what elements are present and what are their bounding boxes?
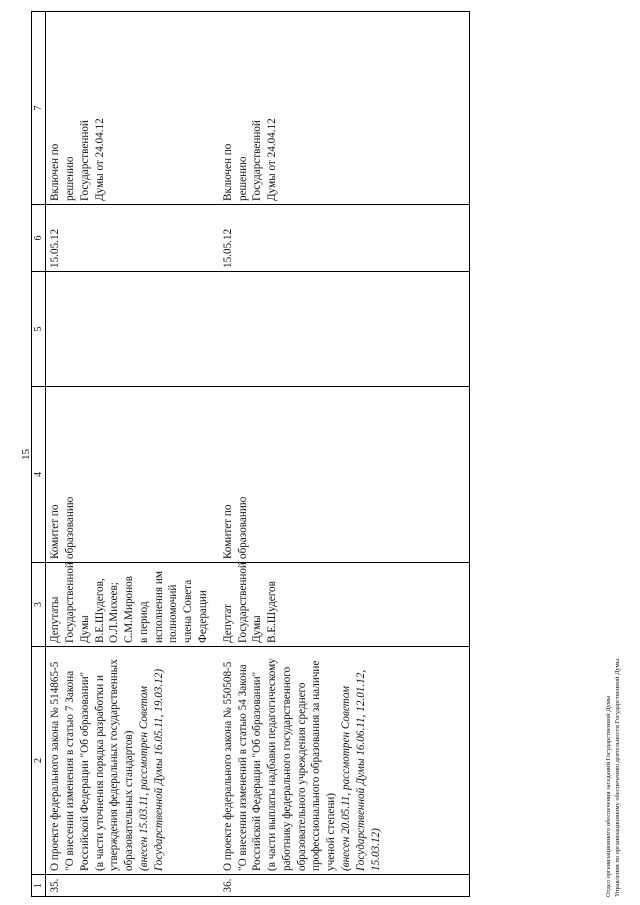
- status-line: Государственной: [251, 120, 264, 201]
- bill-title-line: ученой степени): [325, 792, 338, 871]
- col-header-6: 6: [32, 205, 46, 272]
- committee-line: Комитет по: [221, 504, 234, 559]
- col-header-1: 1: [32, 875, 46, 897]
- table-row: [219, 12, 470, 897]
- authors-cell: [46, 563, 219, 647]
- footer-line-1: Отдел организационного обеспечения заседаний Государственной Думы: [605, 695, 612, 897]
- bill-title-line: утверждения федеральных государственных: [108, 659, 121, 871]
- bill-title-line: (в части выплаты надбавки педагогическому: [266, 658, 279, 871]
- bill-title-line: (в части уточнения порядка разработки и: [93, 675, 106, 871]
- committee-cell: [46, 387, 219, 563]
- author-line: Думы: [78, 615, 91, 643]
- bill-title-line: профессионального образования за наличие: [310, 660, 323, 871]
- header-row: [32, 12, 46, 897]
- col-header-4: 4: [32, 387, 46, 563]
- author-line: Депутат: [221, 604, 234, 643]
- bills-table: [31, 11, 470, 897]
- bill-title-line: Российской Федерации "Об образовании": [251, 671, 264, 871]
- date-cell: 15.05.12: [219, 205, 470, 272]
- bill-note-line: Государственной Думы 16.06.11, 12.01.12,: [354, 669, 367, 871]
- author-line: Федерации: [197, 590, 209, 643]
- bill-title-line: О проекте федерального закона № 550508-5: [221, 661, 234, 871]
- bill-title-line: Российской Федерации "Об образовании": [78, 671, 91, 871]
- author-line: исполнения им: [152, 571, 165, 643]
- committee-line: образованию: [63, 496, 76, 559]
- author-line: члена Совета: [182, 579, 195, 643]
- bill-title-line: образовательных стандартов): [123, 730, 136, 871]
- bill-title-line: О проекте федерального закона № 514865-5: [49, 661, 62, 871]
- col-header-5: 5: [32, 272, 46, 387]
- date-cell: 15.05.12: [46, 205, 219, 272]
- status-line: Включен по: [221, 143, 234, 201]
- author-line: в период: [137, 601, 150, 643]
- author-line: Думы: [251, 615, 264, 643]
- status-line: Государственной: [78, 120, 91, 201]
- bill-note-line: Государственной Думы 16.05.11, 19.03.12): [152, 668, 165, 871]
- bill-title-line: "О внесении изменения в статью 7 Закона: [63, 670, 76, 871]
- col-header-3: 3: [32, 563, 46, 647]
- authors-cell: [219, 563, 470, 647]
- committee-line: образованию: [236, 496, 249, 559]
- bill-note-line: (внесен 20.05.11, рассмотрен Советом: [340, 685, 353, 871]
- bill-title-line: образовательного учреждения среднего: [295, 682, 308, 871]
- committee-cell: [219, 387, 470, 563]
- status-line: решению: [63, 156, 76, 201]
- footer-line-2: Управления по организационному обеспечению деятельности Государственной Думы: [614, 658, 622, 897]
- status-cell: [219, 12, 470, 205]
- author-line: С.М.Миронов: [123, 576, 136, 643]
- col5-cell: [219, 272, 470, 387]
- bill-title-line: "О внесении изменений в статью 54 Закона: [236, 664, 249, 871]
- status-line: Думы от 24.04.12: [266, 118, 279, 201]
- status-line: Включен по: [49, 143, 62, 201]
- bill-title-line: работнику федерального государственного: [280, 666, 293, 871]
- bill-note-line: 15.03.12): [369, 828, 382, 871]
- bill-title-cell: [46, 647, 219, 875]
- author-line: Государственной: [236, 562, 249, 643]
- col-header-7: 7: [32, 12, 46, 205]
- bill-note-line: (внесен 15.03.11, рассмотрен Советом: [137, 685, 150, 871]
- col-header-2: 2: [32, 647, 46, 875]
- author-line: О.Л.Михеев;: [108, 582, 121, 643]
- bill-title-cell: [219, 647, 470, 875]
- status-line: Думы от 24.04.12: [93, 118, 106, 201]
- footer: [604, 659, 623, 897]
- row-number: 35.: [46, 875, 219, 897]
- author-line: Государственной: [63, 562, 76, 643]
- status-cell: [46, 12, 219, 205]
- committee-line: Комитет по: [49, 504, 62, 559]
- row-number: 36.: [219, 875, 470, 897]
- author-line: Депутаты: [49, 596, 62, 643]
- author-line: В.Е.Шудегов: [266, 581, 279, 643]
- author-line: полномочий: [167, 584, 180, 643]
- status-line: решению: [236, 156, 249, 201]
- table-row: [46, 12, 219, 897]
- page-number: 15: [20, 449, 32, 460]
- author-line: В.Е.Шудегов,: [93, 578, 106, 643]
- col5-cell: [46, 272, 219, 387]
